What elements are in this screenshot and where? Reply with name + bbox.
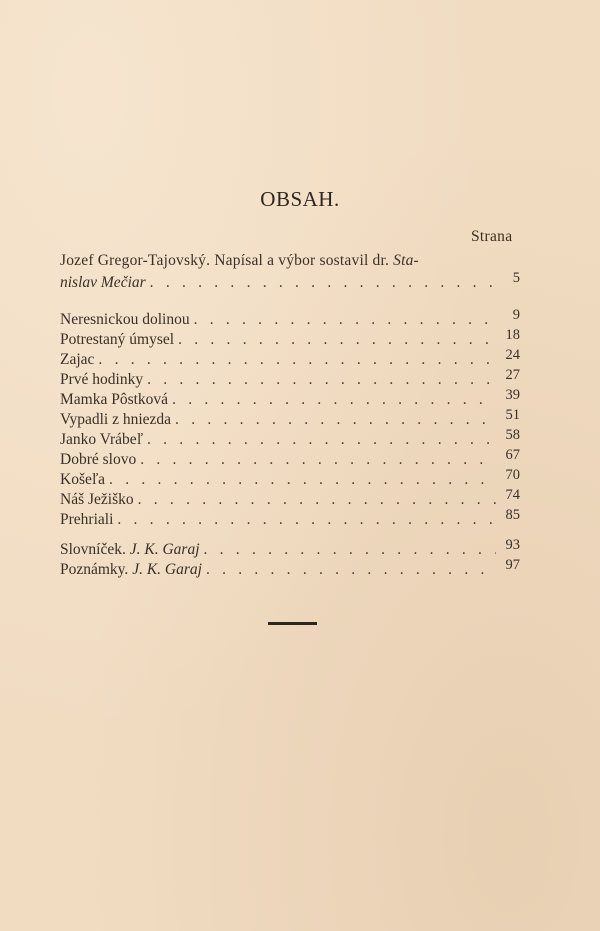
leader-dots — [98, 350, 496, 370]
toc-entry — [60, 487, 520, 510]
entry-title-wrap — [60, 560, 202, 580]
entry-title: Košeľa — [60, 471, 106, 488]
intro-text: Jozef Gregor-Tajovský. Napísal a výbor sostavil dr. — [60, 252, 394, 269]
toc-stories-list — [60, 307, 520, 530]
page-number: 93 — [505, 537, 520, 553]
page-number: 70 — [505, 467, 520, 483]
page-number: 18 — [505, 327, 520, 343]
leader-dots — [204, 540, 497, 560]
toc-entry — [60, 507, 520, 530]
toc-entry — [60, 427, 520, 450]
toc-entry — [60, 307, 520, 330]
entry-title: Náš Ježiško — [60, 491, 134, 508]
toc-entry — [60, 327, 520, 350]
leader-dots — [109, 470, 496, 490]
leader-dots — [147, 430, 496, 450]
leader-dots — [147, 370, 496, 390]
page-number: 39 — [505, 387, 520, 403]
intro-editor-part2: nislav Mečiar — [60, 274, 146, 291]
entry-title: Potrestaný úmysel — [60, 331, 175, 348]
toc-entry — [60, 447, 520, 470]
toc-entry — [60, 367, 520, 390]
entry-author: J. K. Garaj — [132, 561, 202, 578]
toc-entry — [60, 407, 520, 430]
toc-intro-block — [60, 251, 520, 295]
toc-entry — [60, 537, 520, 560]
page-number: 74 — [505, 487, 520, 503]
entry-title: Slovníček. — [60, 541, 130, 558]
page-number: 85 — [505, 507, 520, 523]
entry-title: Neresnickou dolinou — [60, 311, 190, 328]
toc-entry — [60, 387, 520, 410]
leader-dots — [150, 273, 496, 293]
leader-dots — [140, 450, 496, 470]
page-number: 5 — [512, 270, 520, 286]
leader-dots — [178, 330, 496, 350]
toc-entry — [60, 347, 520, 370]
page-number: 27 — [505, 367, 520, 383]
toc-appendix-list — [60, 537, 520, 580]
entry-title-wrap — [60, 540, 200, 560]
page-number: 24 — [505, 347, 520, 363]
entry-title: Vypadli z hniezda — [60, 411, 172, 428]
leader-dots — [175, 410, 496, 430]
page-number: 67 — [505, 447, 520, 463]
page-number: 58 — [505, 427, 520, 443]
page-title: OBSAH. — [260, 187, 340, 211]
page-number: 9 — [512, 307, 520, 323]
entry-title: Janko Vrábeľ — [60, 431, 143, 448]
leader-dots — [206, 560, 496, 580]
entry-author: J. K. Garaj — [129, 541, 200, 558]
leader-dots — [117, 510, 496, 530]
closing-rule — [268, 622, 317, 625]
leader-dots — [172, 390, 496, 410]
page-number: 97 — [505, 557, 520, 573]
intro-line-1 — [60, 251, 520, 273]
entry-title: Dobré slovo — [60, 451, 137, 468]
toc-entry-intro — [60, 270, 520, 295]
entry-title: Prehriali — [60, 511, 114, 528]
leader-dots — [194, 310, 496, 330]
entry-title: Zajac — [60, 351, 95, 368]
entry-title: Prvé hodinky — [60, 371, 144, 388]
leader-dots — [138, 490, 496, 510]
entry-title: Poznámky. — [60, 561, 133, 578]
toc-entry — [60, 467, 520, 490]
toc-entry — [60, 557, 520, 580]
entry-title: Mamka Pôstková — [60, 391, 169, 408]
page-column-header: Strana — [471, 228, 513, 245]
page-number: 51 — [505, 407, 520, 423]
intro-editor-part1: Sta- — [393, 252, 419, 269]
